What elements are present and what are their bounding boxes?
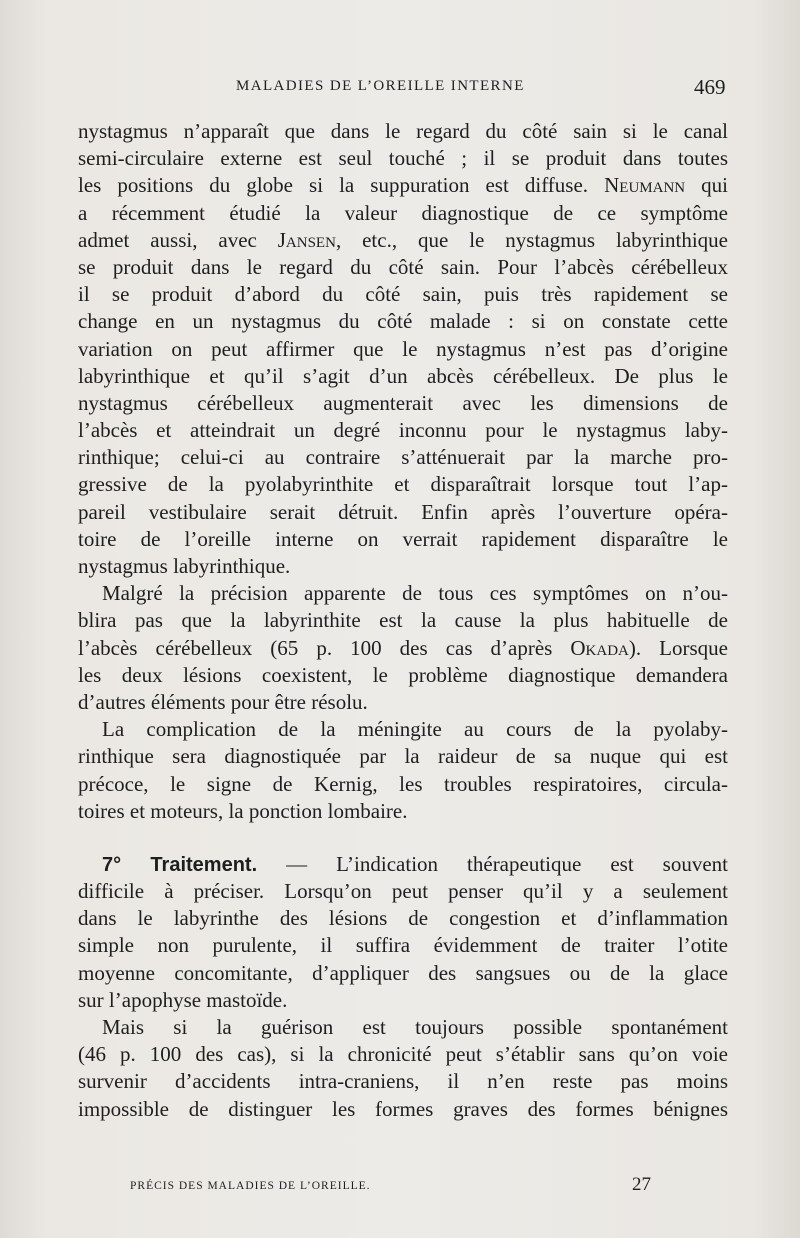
section-spacer: [78, 825, 728, 851]
text-line: difficile à préciser. Lorsqu’on peut penser qu’il y a seulement: [78, 879, 728, 904]
page-footer: [0, 1176, 800, 1200]
text-line: nystagmus cérébelleux augmenterait avec les dimensions de: [78, 390, 728, 415]
text-line: Malgré la précision apparente de tous ces symptômes on n’ou-: [102, 581, 728, 606]
text-line: toire de l’oreille interne on verrait rapidement disparaître le: [78, 526, 728, 551]
text-line: rinthique sera diagnostiquée par la raideur de sa nuque qui est: [78, 744, 728, 769]
text-line: La complication de la méningite au cours de la pyolaby-: [102, 717, 728, 742]
text-line: il se produit d’abord du côté sain, puis très rapidement se: [78, 282, 728, 307]
running-head: [0, 76, 800, 100]
paragraph: [78, 118, 728, 580]
text-line: nystagmus n’apparaît que dans le regard du côté sain si le canal: [78, 119, 728, 143]
text-line: impossible de distinguer les formes graves des formes bénignes: [78, 1096, 728, 1121]
text-line: Mais si la guérison est toujours possible spontanément: [102, 1015, 728, 1039]
text-line: sur l’apophyse mastoïde.: [78, 987, 288, 1012]
text-line: admet aussi, avec Jansen, etc., que le nystagmus labyrinthique: [78, 227, 728, 252]
text-line: rinthique; celui-ci au contraire s’atténuerait par la marche pro-: [78, 445, 728, 470]
text-line: moyenne concomitante, d’appliquer des sangsues ou de la glace: [78, 960, 728, 985]
text-line: a récemment étudié la valeur diagnostique de ce symptôme: [78, 200, 728, 225]
text-line: semi-circulaire externe est seul touché ; il se produit dans toutes: [78, 146, 728, 171]
page-number: 469: [694, 75, 726, 99]
section-heading: 7° Traitement.: [102, 853, 258, 876]
text-line: survenir d’accidents intra-craniens, il n’en reste pas moins: [78, 1069, 728, 1094]
heading-continuation: — L’indication thérapeutique est souvent: [257, 851, 728, 876]
paragraph: [78, 580, 728, 716]
text-line: change en un nystagmus du côté malade : si on constate cette: [78, 309, 728, 334]
text-line: dans le labyrinthe des lésions de congestion et d’inflammation: [78, 906, 728, 931]
running-title: MALADIES DE L’OREILLE INTERNE: [236, 78, 525, 94]
text-line: l’abcès cérébelleux (65 p. 100 des cas d’après Okada). Lorsque: [78, 635, 728, 660]
text-line: se produit dans le regard du côté sain. Pour l’abcès cérébelleux: [78, 254, 728, 279]
text-line: simple non purulente, il suffira évidemment de traiter l’otite: [78, 933, 728, 958]
text-line: blira pas que la labyrinthite est la cause la plus habituelle de: [78, 608, 728, 633]
text-line: d’autres éléments pour être résolu.: [78, 689, 368, 714]
text-line: labyrinthique et qu’il s’agit d’un abcès cérébelleux. De plus le: [78, 363, 728, 388]
text-line: les deux lésions coexistent, le problème diagnostique demandera: [78, 662, 728, 687]
text-line: gressive de la pyolabyrinthite et disparaîtrait lorsque tout l’ap-: [78, 472, 728, 497]
text-line: (46 p. 100 des cas), si la chronicité peut s’établir sans qu’on voie: [78, 1042, 728, 1067]
text-line: pareil vestibulaire serait détruit. Enfin après l’ouverture opéra-: [78, 499, 728, 524]
footer-book-title: PRÉCIS DES MALADIES DE L’OREILLE.: [130, 1180, 371, 1192]
text-line: les positions du globe si la suppuration est diffuse. Neumann qui: [78, 173, 728, 198]
paragraph: [78, 716, 728, 825]
body-text: [78, 118, 728, 1123]
paragraph: [78, 1014, 728, 1123]
text-line: précoce, le signe de Kernig, les troubles respiratoires, circula-: [78, 771, 728, 796]
text-line: l’abcès et atteindrait un degré inconnu pour le nystagmus laby-: [78, 418, 728, 443]
paragraph: [78, 851, 728, 1014]
signature-mark: 27: [632, 1174, 651, 1195]
text-line: variation on peut affirmer que le nystagmus n’est pas d’origine: [78, 336, 728, 361]
text-line: [78, 851, 728, 878]
text-line: toires et moteurs, la ponction lombaire.: [78, 798, 408, 823]
text-line: nystagmus labyrinthique.: [78, 554, 291, 578]
